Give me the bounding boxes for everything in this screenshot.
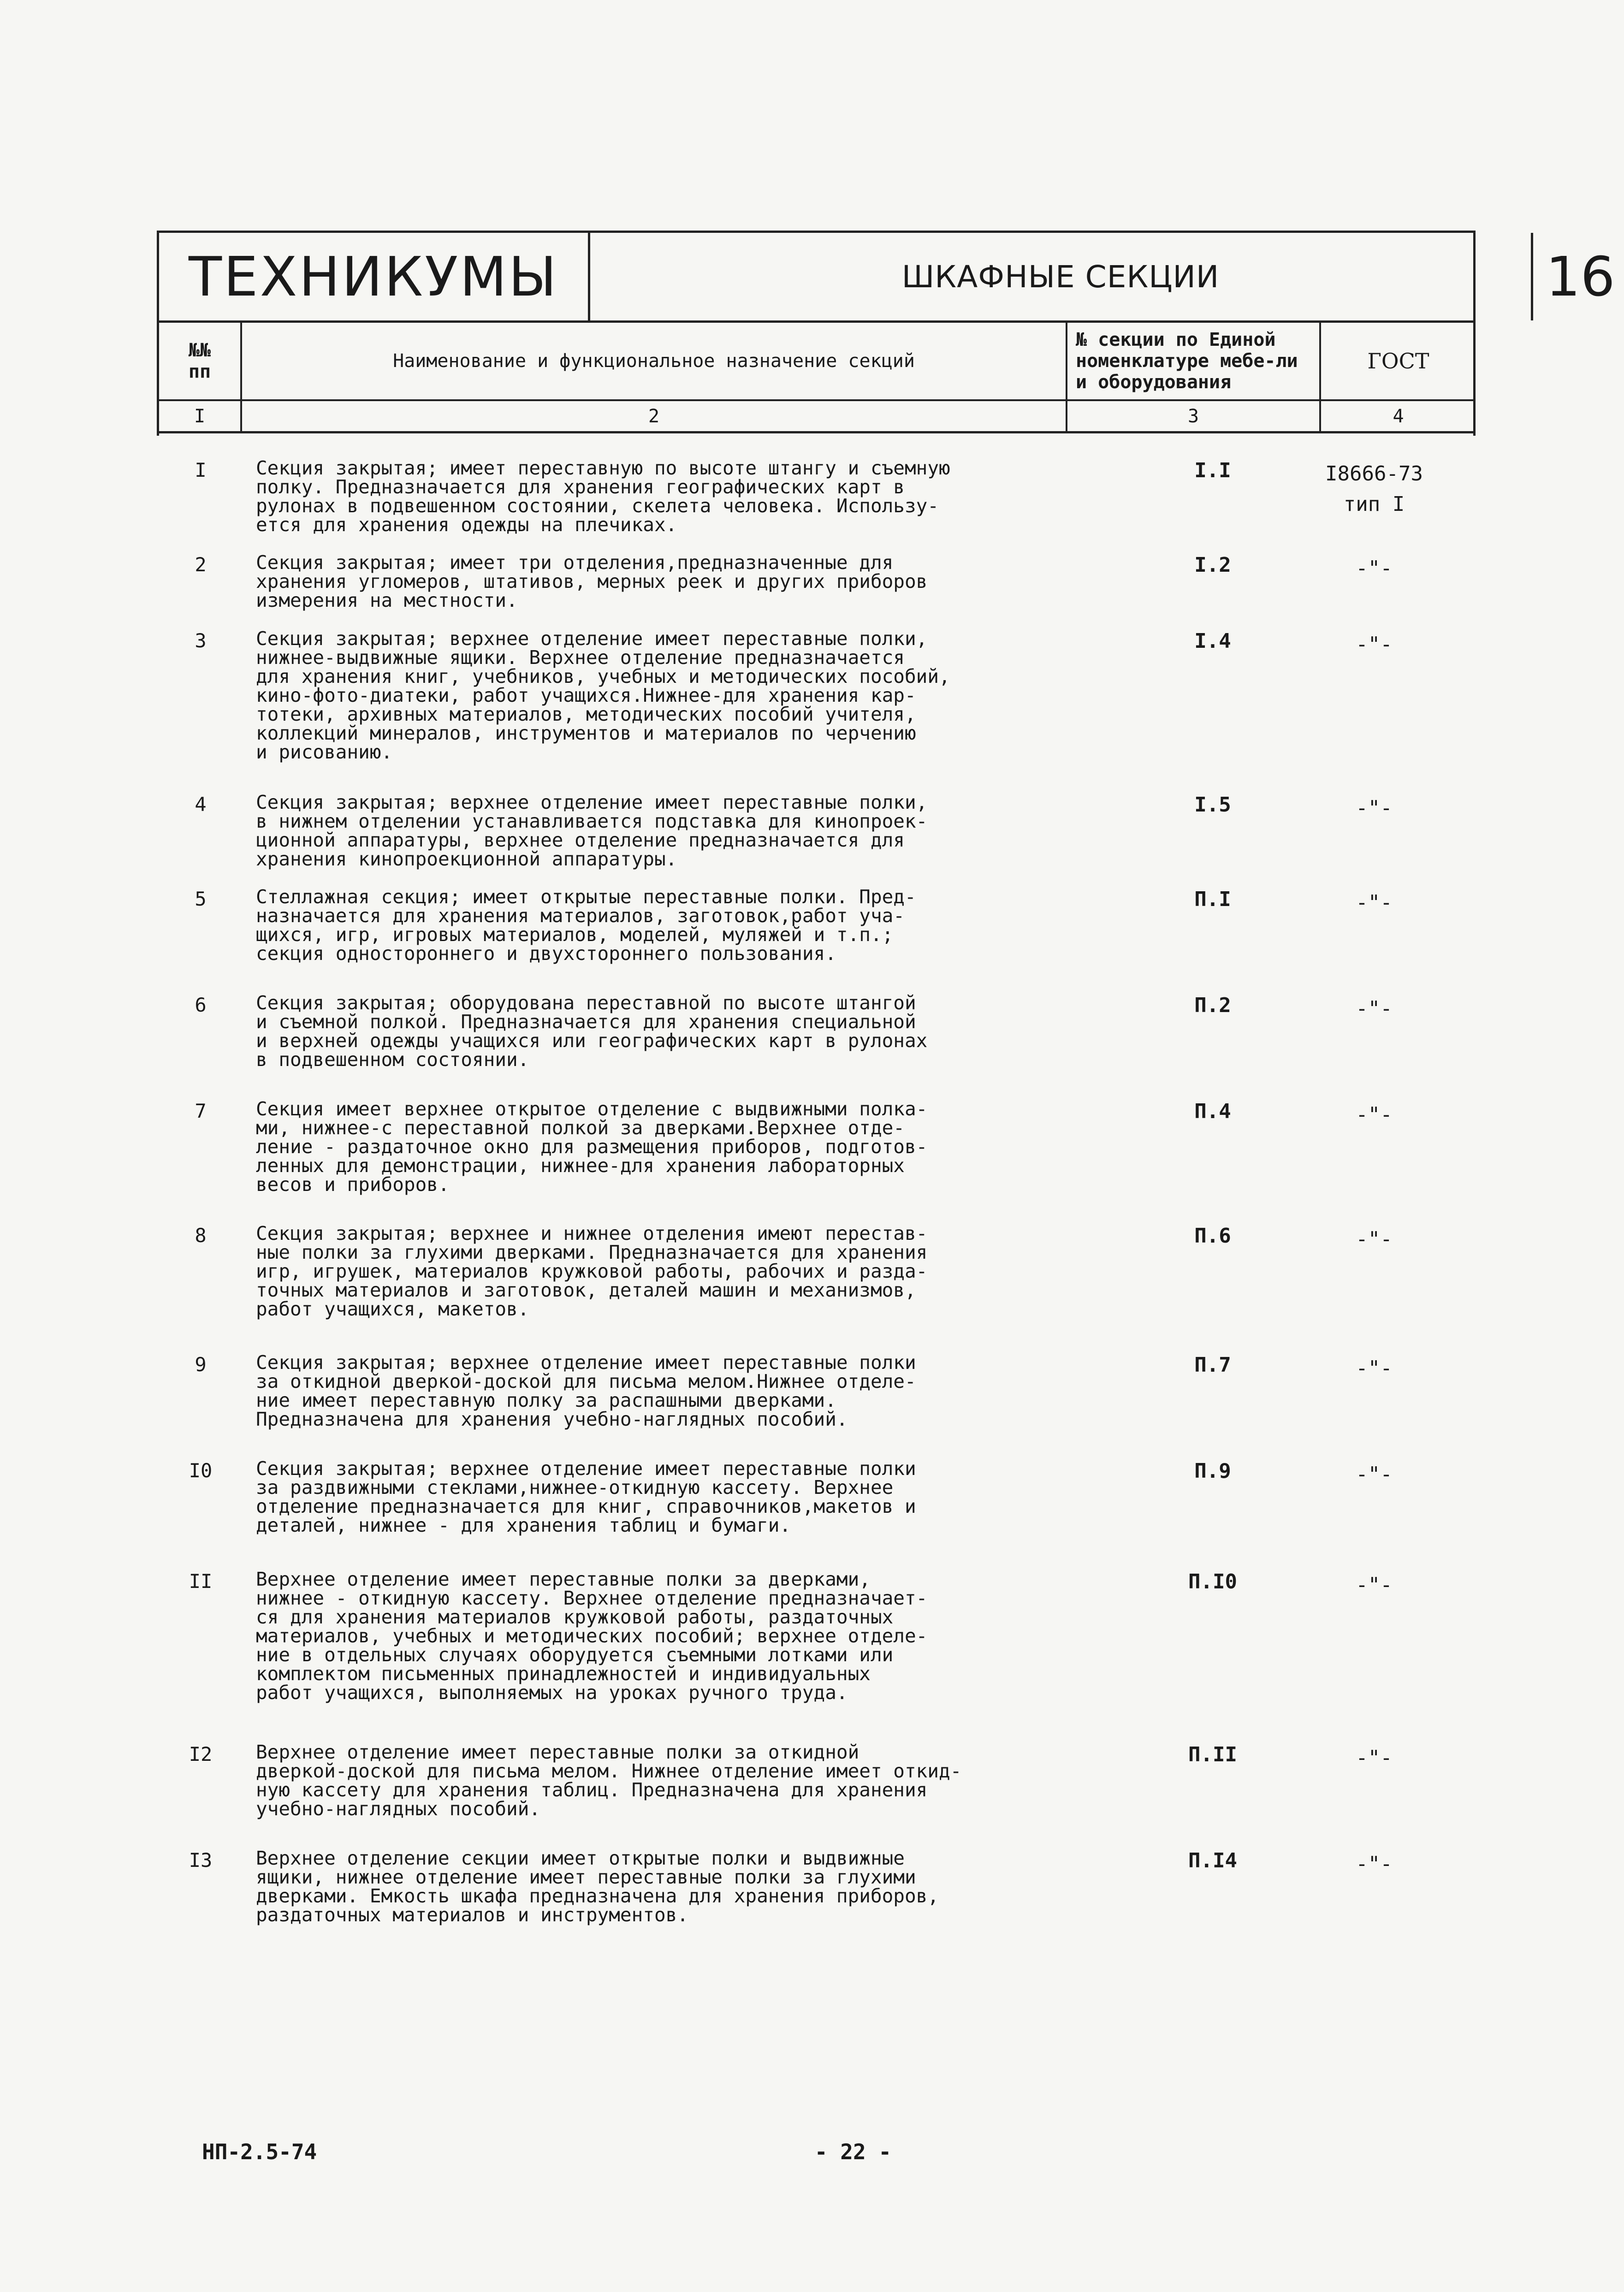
row-gost: -"- bbox=[1356, 1852, 1393, 1876]
row-gost: -"- bbox=[1356, 1227, 1393, 1251]
header-number-cell bbox=[1531, 233, 1624, 320]
row-section-code: I.I bbox=[1194, 459, 1231, 482]
sheet-number: 16 bbox=[1546, 245, 1615, 308]
page-title: ТЕХНИКУМЫ bbox=[188, 245, 559, 308]
row-number: 4 bbox=[195, 793, 207, 816]
row-description: Секция закрытая; верхнее отделение имеет переставные полки, в нижнем отделении устанавливается подставка для кинопроек- ционной аппаратуры, верхнее отделение предназначается для хранения кинопроекционной аппаратуры. bbox=[256, 791, 928, 870]
row-description: Секция закрытая; оборудована переставной по высоте штангой и съемной полкой. Предназначается для хранения специальной и верхней одежды учащихся или географических карт в рулонах в подвешенном состоянии. bbox=[256, 992, 928, 1071]
column-header-code: № секции по Единой номенклатуре мебе-ли и оборудования bbox=[1067, 323, 1321, 401]
row-number: II bbox=[189, 1570, 213, 1593]
page-subtitle: ШКАФНЫЕ СЕКЦИИ bbox=[901, 259, 1220, 295]
row-section-code: П.2 bbox=[1194, 994, 1231, 1017]
row-description: Секция закрытая; верхнее отделение имеет переставные полки, нижнее-выдвижные ящики. Верхнее отделение предназначается для хранения книг, учебников, учебных и методических пособий, кино-фото-диатеки, работ учащихся.Нижнее-для хранения кар- тотеки, архивных материалов, методических пособий учителя, коллекций минералов, инструментов и материалов по черчению и рисованию. bbox=[256, 628, 950, 763]
row-number: 5 bbox=[195, 888, 207, 910]
row-section-code: П.9 bbox=[1194, 1459, 1231, 1483]
column-header-num: №№ пп bbox=[159, 323, 242, 401]
row-description: Верхнее отделение имеет переставные полки за дверками, нижнее - откидную кассету. Верхнее отделение предназначает- ся для хранения материалов кружковой работы, раздаточных материалов, учебных и методических пособий; верхнее отделе- ние в отдельных случаях оборудуется съемными лотками или комплектом письменных принадлежностей и индивидуальных работ учащихся, выполняемых на уроках ручного труда. bbox=[256, 1568, 928, 1704]
column-index-1: I bbox=[159, 401, 242, 433]
row-section-code: П.I4 bbox=[1188, 1849, 1237, 1872]
row-gost: -"- bbox=[1356, 891, 1393, 914]
header-box bbox=[157, 231, 1615, 323]
row-number: I0 bbox=[189, 1459, 213, 1482]
row-description: Секция закрытая; имеет переставную по высоте штангу и съемную полку. Предназначается для хранения географических карт в рулонах в подвешенном состоянии, скелета человека. Использу- ется для хранения одежды на плечиках. bbox=[256, 457, 950, 536]
row-section-code: П.I0 bbox=[1188, 1570, 1237, 1593]
row-description: Верхнее отделение секции имеет открытые полки и выдвижные ящики, нижнее отделение имеет переставные полки за глухими дверками. Емкость шкафа предназначена для хранения приборов, раздаточных материалов и инструментов. bbox=[256, 1847, 939, 1926]
row-number: I2 bbox=[189, 1743, 213, 1765]
row-description: Стеллажная секция; имеет открытые переставные полки. Пред- назначается для хранения материалов, заготовок,работ уча- щихся, игр, игровых материалов, моделей, муляжей и т.п.; секция одностороннего и двухстороннего пользования. bbox=[256, 886, 916, 965]
row-section-code: П.6 bbox=[1194, 1224, 1231, 1248]
row-gost: -"- bbox=[1356, 1746, 1393, 1770]
row-gost: -"- bbox=[1356, 1356, 1393, 1380]
row-number: 6 bbox=[195, 994, 207, 1016]
row-description: Секция закрытая; верхнее отделение имеет переставные полки за раздвижными стеклами,нижнее-откидную кассету. Верхнее отделение предназначается для книг, справочников,макетов и деталей, нижнее - для хранения таблиц и бумаги. bbox=[256, 1457, 916, 1536]
row-section-code: П.4 bbox=[1194, 1100, 1231, 1123]
row-section-code: I.4 bbox=[1194, 629, 1231, 653]
row-section-code: I.2 bbox=[1194, 553, 1231, 577]
row-gost: -"- bbox=[1356, 1573, 1393, 1597]
row-number: I3 bbox=[189, 1849, 213, 1872]
column-header-gost: ГОСТ bbox=[1321, 323, 1476, 401]
row-gost: -"- bbox=[1356, 557, 1393, 580]
row-section-code: I.5 bbox=[1194, 793, 1231, 817]
row-gost: -"- bbox=[1356, 796, 1393, 820]
row-description: Секция закрытая; верхнее и нижнее отделения имеют перестав- ные полки за глухими дверками. Предназначается для хранения игр, игрушек, материалов кружковой работы, рабочих и разда- точных материалов и заготовок, деталей машин и механизмов, работ учащихся, макетов. bbox=[256, 1222, 928, 1320]
row-section-code: П.7 bbox=[1194, 1353, 1231, 1377]
document-code: НП-2.5-74 bbox=[202, 2139, 317, 2164]
header-subtitle-cell bbox=[590, 233, 1531, 320]
row-gost: -"- bbox=[1356, 997, 1393, 1020]
column-header-table bbox=[157, 323, 1476, 436]
row-number: 2 bbox=[195, 553, 207, 576]
row-number: 3 bbox=[195, 629, 207, 652]
header-title-cell bbox=[159, 233, 590, 320]
row-description: Секция имеет верхнее открытое отделение с выдвижными полка- ми, нижнее-с переставной полкой за дверками.Верхнее отде- ление - раздаточное окно для размещения приборов, подготов- ленных для демонстрации, нижнее-для хранения лабораторных весов и приборов. bbox=[256, 1098, 928, 1196]
row-number: 9 bbox=[195, 1353, 207, 1376]
column-index-3: 3 bbox=[1067, 401, 1321, 433]
row-section-code: П.I bbox=[1194, 888, 1231, 911]
row-gost: I8666-73 тип I bbox=[1325, 462, 1423, 516]
row-description: Секция закрытая; верхнее отделение имеет переставные полки за откидной дверкой-доской для письма мелом.Нижнее отделе- ние имеет переставную полку за распашными дверками. Предназначена для хранения учебно-наглядных пособий. bbox=[256, 1351, 916, 1430]
row-description: Верхнее отделение имеет переставные полки за откидной дверкой-доской для письма мелом. Нижнее отделение имеет откид- ную кассету для хранения таблиц. Предназначена для хранения учебно-наглядных пособий. bbox=[256, 1741, 962, 1820]
column-index-4: 4 bbox=[1321, 401, 1476, 433]
row-gost: -"- bbox=[1356, 633, 1393, 656]
row-gost: -"- bbox=[1356, 1103, 1393, 1126]
row-number: 8 bbox=[195, 1224, 207, 1247]
row-gost: -"- bbox=[1356, 1463, 1393, 1486]
page-number: - 22 - bbox=[814, 2139, 892, 2164]
row-number: I bbox=[195, 459, 207, 481]
row-description: Секция закрытая; имеет три отделения,предназначенные для хранения угломеров, штативов, мерных реек и других приборов измерения на местности. bbox=[256, 551, 928, 611]
column-header-name: Наименование и функциональное назначение секций bbox=[242, 323, 1067, 401]
row-section-code: П.II bbox=[1188, 1743, 1237, 1766]
column-index-2: 2 bbox=[242, 401, 1067, 433]
row-number: 7 bbox=[195, 1100, 207, 1122]
